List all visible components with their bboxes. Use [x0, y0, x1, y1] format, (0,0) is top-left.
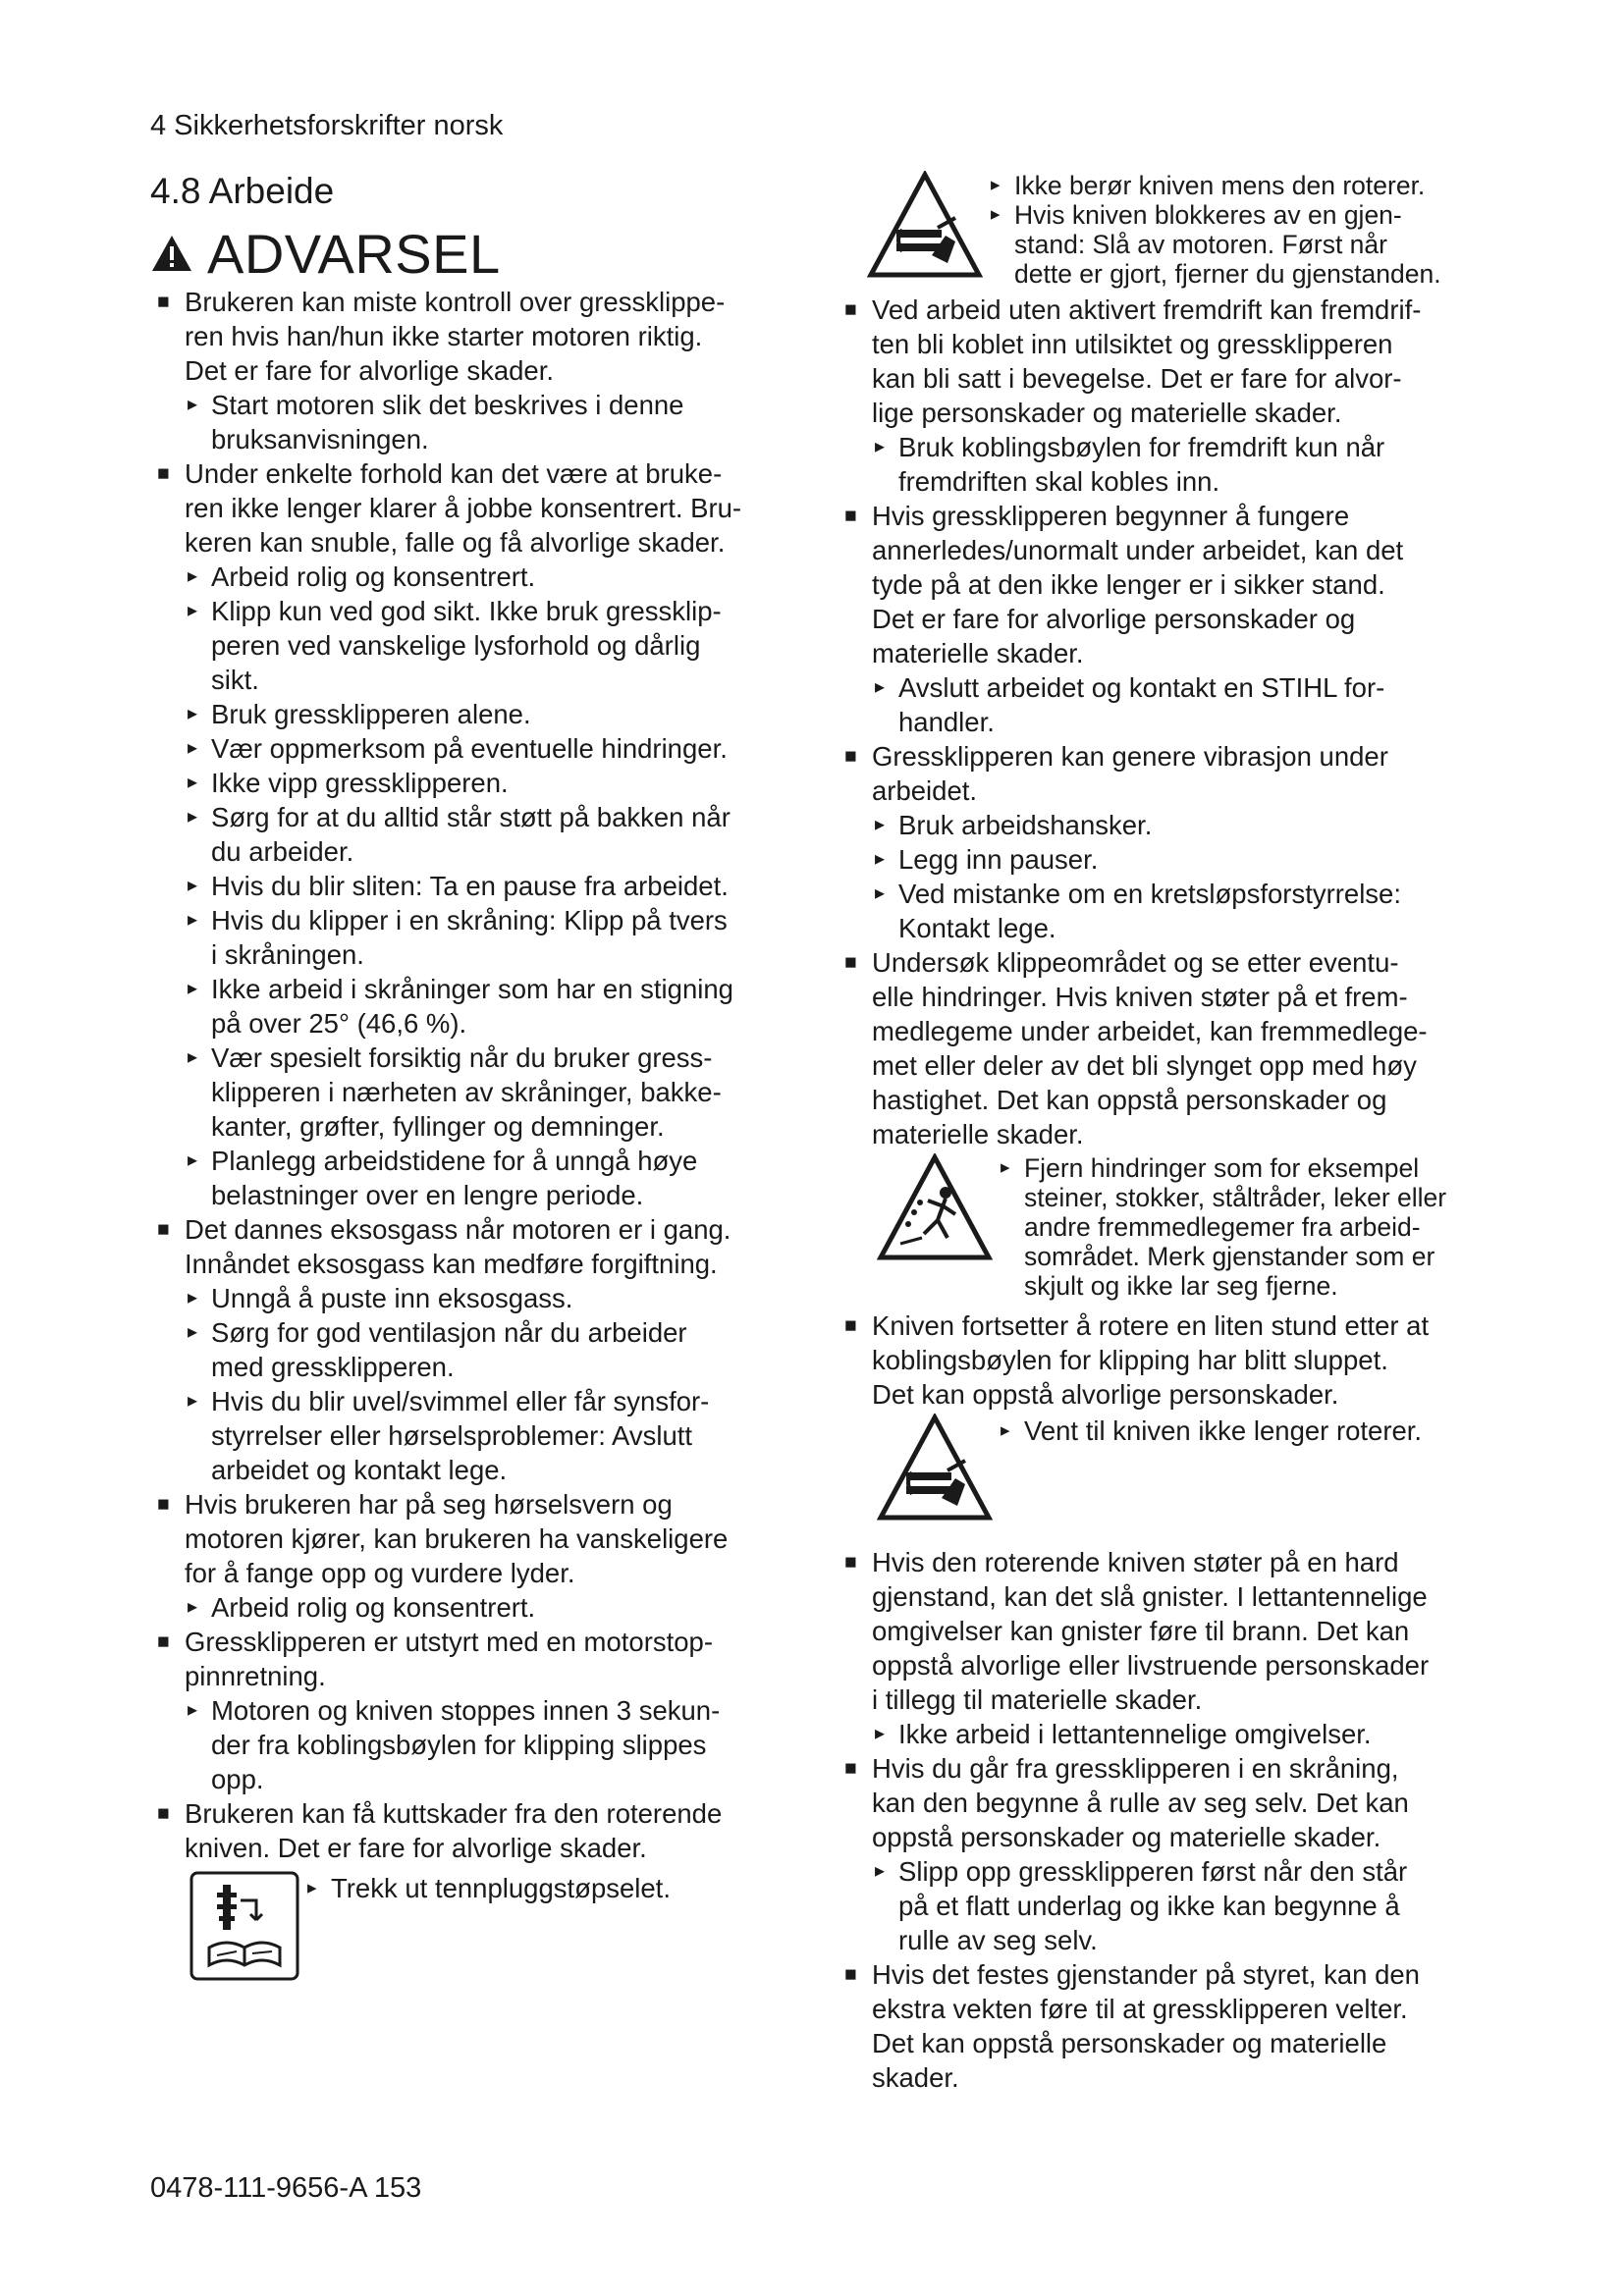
sub-bullet: [991, 171, 1530, 200]
text-line: materielle skader.: [872, 638, 1084, 668]
text-line: ▸ Sørg for god ventilasjon når du arbeider: [211, 1317, 687, 1348]
text-line: klipperen i nærheten av skråninger, bakke-: [211, 1077, 722, 1107]
text-line: ■ Ved arbeid uten aktivert fremdrift kan fremdrif-: [872, 294, 1422, 325]
text-line: styrrelser eller hørselsproblemer: Avslutt: [211, 1420, 693, 1451]
text-line: kan bli satt i bevegelse. Det er fare for alvor-: [872, 363, 1402, 394]
text-line: ▸ Bruk gressklipperen alene.: [211, 699, 531, 729]
bullet-text: [185, 1487, 803, 1590]
sub-bullet: [150, 731, 803, 766]
text-line: gjenstand, kan det slå gnister. I lettantennelige: [872, 1581, 1428, 1612]
bullet-item: [838, 739, 1530, 808]
sub-bullet: [150, 869, 803, 903]
symbol-row: [189, 1871, 803, 1981]
text-line: sikt.: [211, 665, 259, 695]
sub-bullet: [838, 1717, 1530, 1751]
bullet-item: [150, 285, 803, 388]
text-line: ▸ Vær oppmerksom på eventuelle hindringer.: [211, 733, 728, 764]
text-line: ten bli koblet inn utilsiktet og gressklipperen: [872, 329, 1393, 359]
text-line: ▸ Hvis kniven blokkeres av en gjen-: [1014, 200, 1402, 230]
bullet-item: [150, 456, 803, 560]
text-line: Kontakt lege.: [898, 913, 1056, 943]
text-line: arbeidet.: [872, 775, 978, 806]
text-line: Det er fare for alvorlige personskader og: [872, 604, 1356, 634]
text-line: ■ Gressklipperen er utstyrt med en motorstop-: [185, 1627, 713, 1657]
text-line: ▸ Hvis du klipper i en skråning: Klipp på tvers: [211, 905, 728, 935]
text-line: ▸ Trekk ut tennpluggstøpselet.: [331, 1873, 671, 1903]
text-line: bruksanvisningen.: [211, 424, 429, 454]
bullet-item: [838, 293, 1530, 430]
text-line: ▸ Avslutt arbeidet og kontakt en STIHL for-: [898, 672, 1385, 703]
text-line: Det kan oppstå personskader og materielle: [872, 2028, 1387, 2058]
text-line: på et flatt underlag og ikke kan begynne å: [898, 1891, 1400, 1921]
sub-bullet: [150, 1281, 803, 1315]
text-line: ▸ Arbeid rolig og konsentrert.: [211, 561, 536, 592]
sub-bullet: [838, 842, 1530, 877]
symbol-instructions: [991, 171, 1530, 289]
text-line: ren ikke lenger klarer å jobbe konsentrert. Bru-: [185, 493, 742, 523]
sub-bullet: [991, 200, 1530, 289]
sub-bullet: [150, 1315, 803, 1384]
text-line: Det er fare for alvorlige skader.: [185, 355, 555, 386]
spark-plug-manual-icon: [189, 1871, 299, 1981]
sub-bullet: [150, 1144, 803, 1212]
sub-bullet: [838, 1854, 1530, 1957]
warning-triangle-icon: [150, 234, 193, 273]
text-line: materielle skader.: [872, 1119, 1084, 1149]
text-line: ■ Hvis gressklipperen begynner å fungere: [872, 501, 1350, 531]
text-line: ▸ Planlegg arbeidstidene for å unngå høye: [211, 1146, 698, 1176]
sub-bullet: [150, 560, 803, 594]
text-line: ▸ Ikke vipp gressklipperen.: [211, 768, 509, 798]
text-line: omgivelser kan gnister føre til brann. Det kan: [872, 1616, 1410, 1646]
text-line: rulle av seg selv.: [898, 1925, 1098, 1955]
sub-bullet: [150, 1693, 803, 1796]
text-line: sområdet. Merk gjenstander som er: [1024, 1242, 1435, 1271]
text-line: belastninger over en lengre periode.: [211, 1180, 644, 1210]
text-line: handler.: [898, 707, 995, 737]
bullet-text: [185, 1625, 803, 1693]
text-line: keren kan snuble, falle og få alvorlige skader.: [185, 527, 726, 558]
sub-bullet: [838, 877, 1530, 945]
bullet-text: [185, 1796, 803, 1865]
text-line: ▸ Slipp opp gressklipperen først når den står: [898, 1856, 1408, 1887]
warning-label: ADVARSEL: [207, 222, 501, 285]
text-line: ▸ Bruk arbeidshansker.: [898, 810, 1153, 840]
thrown-objects-warning-icon: [877, 1153, 993, 1263]
bullet-text: [872, 1545, 1530, 1717]
text-line: ▸ Bruk koblingsbøylen for fremdrift kun når: [898, 432, 1385, 462]
text-line: Innåndet eksosgass kan medføre forgiftning.: [185, 1249, 718, 1279]
sub-bullet: [150, 766, 803, 800]
page-header: 4 Sikkerhetsforskrifter norsk: [150, 110, 504, 141]
text-line: ▸ Sørg for at du alltid står støtt på bakken når: [211, 802, 731, 832]
text-line: ■ Kniven fortsetter å rotere en liten stund etter at: [872, 1310, 1430, 1341]
symbol-row: [877, 1414, 1530, 1523]
bullet-item: [838, 1957, 1530, 2095]
text-line: medlegeme under arbeidet, kan fremmedlege-: [872, 1016, 1428, 1046]
bullet-text: [185, 456, 803, 560]
sub-bullet: [1001, 1414, 1530, 1448]
sub-bullet: [150, 903, 803, 972]
text-line: ■ Under enkelte forhold kan det være at bruke-: [185, 458, 723, 489]
symbol-row: [867, 171, 1530, 289]
bullet-item: [838, 1545, 1530, 1717]
text-line: opp.: [211, 1764, 264, 1794]
bullet-item: [838, 1751, 1530, 1854]
text-line: ■ Hvis den roterende kniven støter på en hard: [872, 1547, 1399, 1577]
blade-hand-warning-icon: [877, 1414, 993, 1523]
text-line: fremdriften skal kobles inn.: [898, 466, 1220, 497]
text-line: ▸ Klipp kun ved god sikt. Ikke bruk gressklip-: [211, 596, 722, 626]
text-line: ▸ Hvis du blir uvel/svimmel eller får synsfor-: [211, 1386, 710, 1416]
bullet-item: [838, 945, 1530, 1151]
text-line: arbeidet og kontakt lege.: [211, 1455, 508, 1485]
text-line: skjult og ikke lar seg fjerne.: [1024, 1271, 1338, 1301]
warning-heading: [150, 224, 501, 283]
text-line: steiner, stokker, ståltråder, leker eller: [1024, 1183, 1447, 1212]
text-line: pinnretning.: [185, 1661, 326, 1691]
text-line: motoren kjører, kan brukeren ha vanskeligere: [185, 1523, 729, 1554]
text-line: ▸ Ikke arbeid i lettantennelige omgivelser.: [898, 1719, 1372, 1749]
page-footer: 0478-111-9656-A 153: [150, 2172, 422, 2204]
text-line: hastighet. Det kan oppstå personskader og: [872, 1085, 1387, 1115]
text-line: ■ Det dannes eksosgass når motoren er i gang.: [185, 1214, 731, 1245]
text-line: ▸ Arbeid rolig og konsentrert.: [211, 1592, 536, 1623]
text-line: koblingsbøylen for klipping har blitt sluppet.: [872, 1345, 1388, 1375]
text-line: kniven. Det er fare for alvorlige skader.: [185, 1833, 647, 1863]
text-line: skader.: [872, 2062, 959, 2093]
symbol-instructions: [307, 1871, 803, 1905]
text-line: stand: Slå av motoren. Først når: [1014, 230, 1387, 259]
text-line: ■ Brukeren kan få kuttskader fra den roterende: [185, 1798, 723, 1829]
text-line: ■ Gressklipperen kan genere vibrasjon under: [872, 741, 1388, 772]
bullet-item: [150, 1625, 803, 1693]
text-line: ren hvis han/hun ikke starter motoren riktig.: [185, 321, 703, 351]
bullet-item: [838, 499, 1530, 670]
text-line: peren ved vanskelige lysforhold og dårlig: [211, 630, 701, 661]
text-line: ▸ Hvis du blir sliten: Ta en pause fra arbeidet.: [211, 871, 729, 901]
text-line: met eller deler av det bli slynget opp med høy: [872, 1050, 1417, 1081]
sub-bullet: [307, 1871, 803, 1905]
text-line: ▸ Ikke berør kniven mens den roterer.: [1014, 171, 1426, 200]
text-line: kan den begynne å rulle av seg selv. Det kan: [872, 1788, 1409, 1818]
text-line: ■ Brukeren kan miste kontroll over gressklippe-: [185, 287, 726, 317]
sub-bullet: [150, 1590, 803, 1625]
text-line: ■ Hvis du går fra gressklipperen i en skråning,: [872, 1753, 1399, 1784]
bullet-text: [872, 499, 1530, 670]
sub-bullet: [150, 697, 803, 731]
symbol-instructions: [1001, 1414, 1530, 1448]
text-line: i tillegg til materielle skader.: [872, 1684, 1203, 1715]
text-line: ▸ Vær spesielt forsiktig når du bruker gress-: [211, 1042, 713, 1073]
left-column: [150, 285, 803, 1985]
text-line: tyde på at den ikke lenger er i sikker stand.: [872, 569, 1385, 600]
text-line: ▸ Vent til kniven ikke lenger roterer.: [1024, 1415, 1423, 1446]
bullet-text: [872, 739, 1530, 808]
text-line: kanter, grøfter, fyllinger og demninger.: [211, 1111, 665, 1142]
text-line: der fra koblingsbøylen for klipping slippes: [211, 1730, 707, 1760]
text-line: ■ Hvis det festes gjenstander på styret, kan den: [872, 1959, 1420, 1990]
bullet-item: [150, 1212, 803, 1281]
text-line: oppstå personskader og materielle skader.: [872, 1822, 1381, 1852]
blade-hand-warning-icon: [867, 171, 983, 281]
sub-bullet: [150, 388, 803, 456]
text-line: på over 25° (46,6 %).: [211, 1008, 467, 1039]
text-line: ▸ Motoren og kniven stoppes innen 3 sekun-: [211, 1695, 721, 1726]
text-line: lige personskader og materielle skader.: [872, 398, 1342, 428]
text-line: i skråningen.: [211, 939, 364, 970]
bullet-text: [872, 1751, 1530, 1854]
sub-bullet: [1001, 1153, 1530, 1301]
bullet-item: [838, 1308, 1530, 1412]
text-line: ▸ Ikke arbeid i skråninger som har en stigning: [211, 974, 733, 1004]
text-line: du arbeider.: [211, 836, 354, 867]
text-line: ekstra vekten føre til at gressklipperen velter.: [872, 1994, 1408, 2024]
bullet-text: [872, 293, 1530, 430]
bullet-item: [150, 1796, 803, 1865]
section-title: 4.8 Arbeide: [150, 171, 335, 211]
symbol-instructions: [1001, 1153, 1530, 1301]
bullet-text: [872, 1308, 1530, 1412]
text-line: Det kan oppstå alvorlige personskader.: [872, 1379, 1339, 1410]
sub-bullet: [150, 594, 803, 697]
bullet-text: [185, 285, 803, 388]
sub-bullet: [150, 972, 803, 1041]
sub-bullet: [838, 670, 1530, 739]
right-column: [838, 169, 1530, 2095]
text-line: oppstå alvorlige eller livstruende personskader: [872, 1650, 1430, 1681]
text-line: for å fange opp og vurdere lyder.: [185, 1558, 575, 1588]
bullet-text: [185, 1212, 803, 1281]
sub-bullet: [150, 1384, 803, 1487]
text-line: ■ Undersøk klippeområdet og se etter eventu-: [872, 947, 1399, 978]
text-line: ▸ Ved mistanke om en kretsløpsforstyrrelse:: [898, 879, 1401, 909]
sub-bullet: [150, 1041, 803, 1144]
text-line: ■ Hvis brukeren har på seg hørselsvern og: [185, 1489, 673, 1520]
bullet-text: [872, 945, 1530, 1151]
bullet-text: [872, 1957, 1530, 2095]
text-line: annerledes/unormalt under arbeidet, kan det: [872, 535, 1404, 565]
text-line: ▸ Unngå å puste inn eksosgass.: [211, 1283, 573, 1313]
bullet-item: [150, 1487, 803, 1590]
text-line: med gressklipperen.: [211, 1352, 455, 1382]
text-line: elle hindringer. Hvis kniven støter på et frem-: [872, 982, 1408, 1012]
sub-bullet: [150, 800, 803, 869]
text-line: ▸ Fjern hindringer som for eksempel: [1024, 1153, 1420, 1183]
text-line: ▸ Legg inn pauser.: [898, 844, 1099, 875]
text-line: ▸ Start motoren slik det beskrives i denne: [211, 390, 684, 420]
sub-bullet: [838, 430, 1530, 499]
text-line: andre fremmedlegemer fra arbeid-: [1024, 1212, 1421, 1242]
symbol-row: [877, 1153, 1530, 1301]
text-line: dette er gjort, fjerner du gjenstanden.: [1014, 259, 1441, 289]
sub-bullet: [838, 808, 1530, 842]
